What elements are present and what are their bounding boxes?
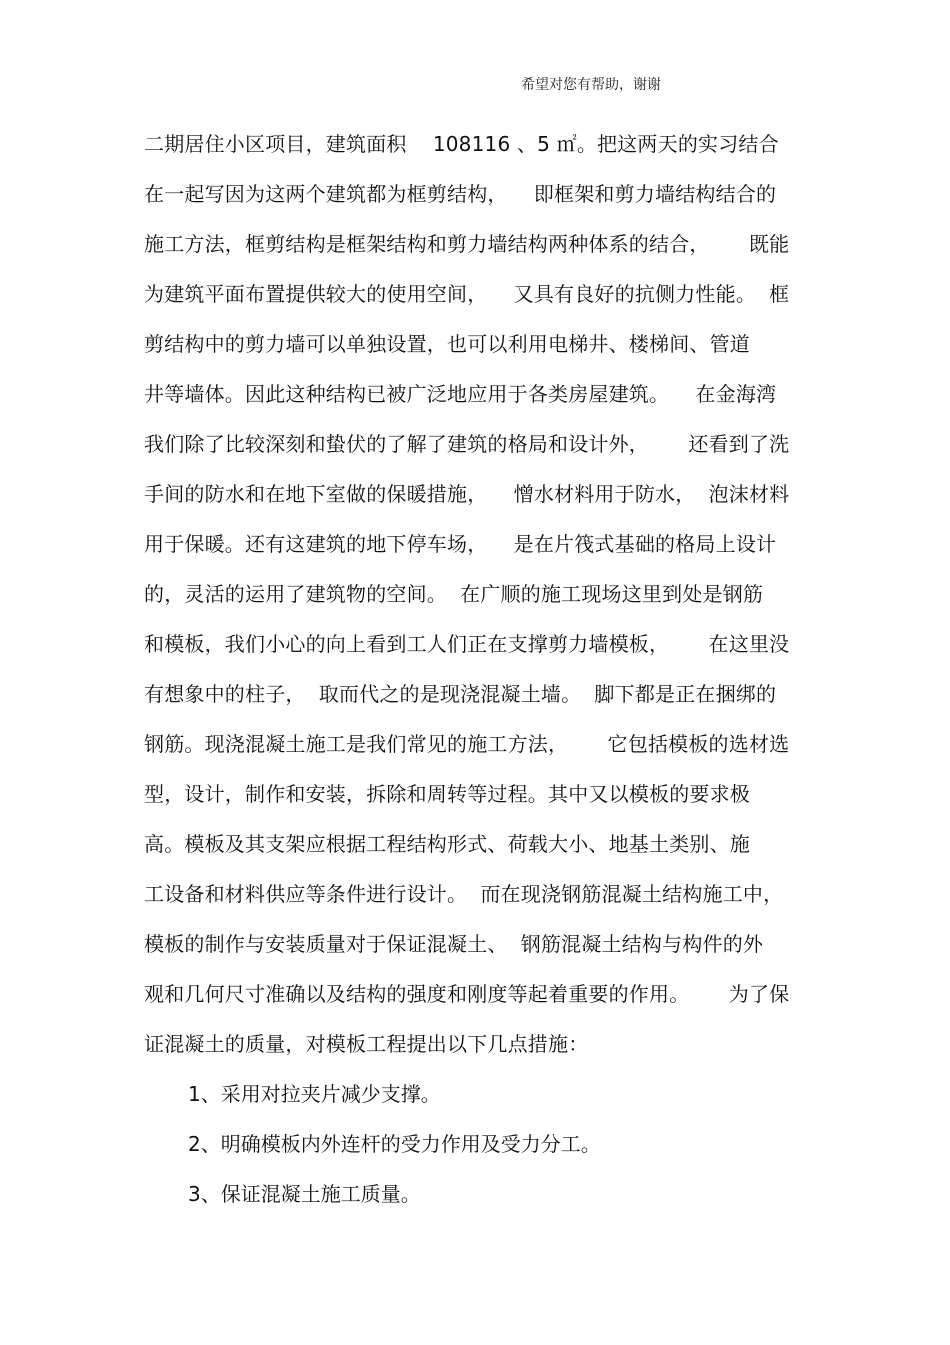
list-item: 3、保证混凝土施工质量。 [188,1182,421,1206]
paragraph-line: 我们除了比较深刻和蛰伏的了解了建筑的格局和设计外， 还看到了洗 [144,432,790,456]
paragraph-line: 井等墙体。因此这种结构已被广泛地应用于各类房屋建筑。 在金海湾 [144,382,777,406]
document-body [144,124,806,1224]
paragraph-line: 观和几何尺寸准确以及结构的强度和刚度等起着重要的作用。 为了保 [144,982,790,1006]
paragraph-line: 施工方法，框剪结构是框架结构和剪力墙结构两种体系的结合， 既能 [144,232,790,256]
paragraph-line: 二期居住小区项目，建筑面积 108116 、5 ㎡。把这两天的实习结合 [144,132,779,156]
paragraph-line: 钢筋。现浇混凝土施工是我们常见的施工方法， 它包括模板的选材选 [144,732,790,756]
paragraph-line: 工设备和材料供应等条件进行设计。 而在现浇钢筋混凝土结构施工中， [144,882,784,906]
paragraph-line: 手间的防水和在地下室做的保暖措施， 憎水材料用于防水， 泡沫材料 [144,482,790,506]
paragraph-line: 和模板，我们小心的向上看到工人们正在支撑剪力墙模板， 在这里没 [144,632,790,656]
page-header: 希望对您有帮助，谢谢 [521,77,661,93]
paragraph-line: 用于保暖。还有这建筑的地下停车场， 是在片筏式基础的格局上设计 [144,532,777,556]
paragraph-line: 型，设计，制作和安装，拆除和周转等过程。其中又以模板的要求极 [144,782,750,806]
paragraph-line: 证混凝土的质量，对模板工程提出以下几点措施： [144,1032,589,1056]
paragraph-line: 有想象中的柱子， 取而代之的是现浇混凝土墙。 脚下都是正在捆绑的 [144,682,777,706]
paragraph-line: 在一起写因为这两个建筑都为框剪结构， 即框架和剪力墙结构结合的 [144,182,777,206]
paragraph-line: 的，灵活的运用了建筑物的空间。 在广顺的施工现场这里到处是钢筋 [144,582,764,606]
list-item: 2、明确模板内外连杆的受力作用及受力分工。 [188,1132,601,1156]
paragraph-line: 高。模板及其支架应根据工程结构形式、荷载大小、地基土类别、施 [144,832,750,856]
paragraph-line: 剪结构中的剪力墙可以单独设置，也可以利用电梯井、楼梯间、管道 [144,332,750,356]
paragraph-line: 为建筑平面布置提供较大的使用空间， 又具有良好的抗侧力性能。 框 [144,282,790,306]
list-item: 1、采用对拉夹片减少支撑。 [188,1082,441,1106]
paragraph-line: 模板的制作与安装质量对于保证混凝土、 钢筋混凝土结构与构件的外 [144,932,764,956]
